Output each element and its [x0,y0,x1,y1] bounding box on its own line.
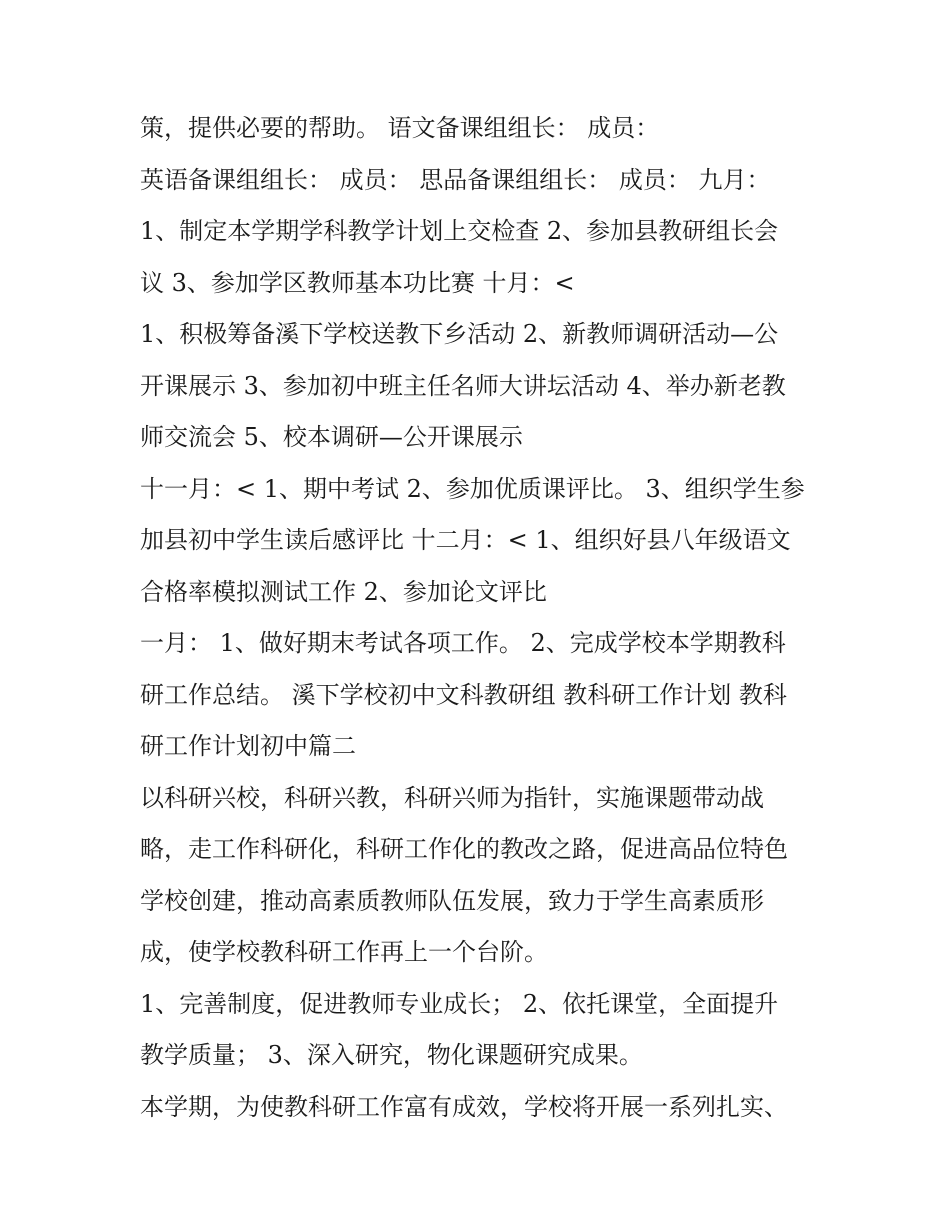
text-line: 一月： 1、做好期末考试各项工作。 2、完成学校本学期教科 [140,629,786,657]
text-line: 十一月：< 1、期中考试 2、参加优质课评比。 3、组织学生参 [140,474,805,503]
text-line: 成，使学校教科研工作再上一个台阶。 [140,938,548,966]
text-line: 英语备课组组长： 成员： 思品备课组组长： 成员： 九月： [140,165,771,194]
text-line: 以科研兴校，科研兴教，科研兴师为指针，实施课题带动战 [140,783,764,812]
text-line: 略，走工作科研化，科研工作化的教改之路，促进高品位特色 [140,835,788,863]
text-line: 研工作计划初中篇二 [140,732,356,760]
text-line: 研工作总结。 溪下学校初中文科教研组 教科研工作计划 教科 [140,680,787,709]
document-body [140,103,820,1133]
text-line: 学校创建，推动高素质教师队伍发展，致力于学生高素质形 [140,886,764,915]
text-line: 1、积极筹备溪下学校送教下乡活动 2、新教师调研活动—公 [140,320,779,348]
text-line: 加县初中学生读后感评比 十二月：< 1、组织好县八年级语文 [140,526,791,554]
text-line: 议 3、参加学区教师基本功比赛 十月：< [140,268,575,297]
text-line: 本学期，为使教科研工作富有成效，学校将开展一系列扎实、 [140,1092,788,1121]
text-line: 教学质量； 3、深入研究，物化课题研究成果。 [140,1041,643,1069]
text-line: 师交流会 5、校本调研—公开课展示 [140,423,523,451]
text-line: 策，提供必要的帮助。 语文备课组组长： 成员： [140,114,660,142]
text-line: 1、制定本学期学科教学计划上交检查 2、参加县教研组长会 [140,217,779,245]
text-line: 合格率模拟测试工作 2、参加论文评比 [140,577,547,606]
text-line: 开课展示 3、参加初中班主任名师大讲坛活动 4、举办新老教 [140,371,786,400]
text-line: 1、完善制度，促进教师专业成长； 2、依托课堂，全面提升 [140,989,779,1018]
